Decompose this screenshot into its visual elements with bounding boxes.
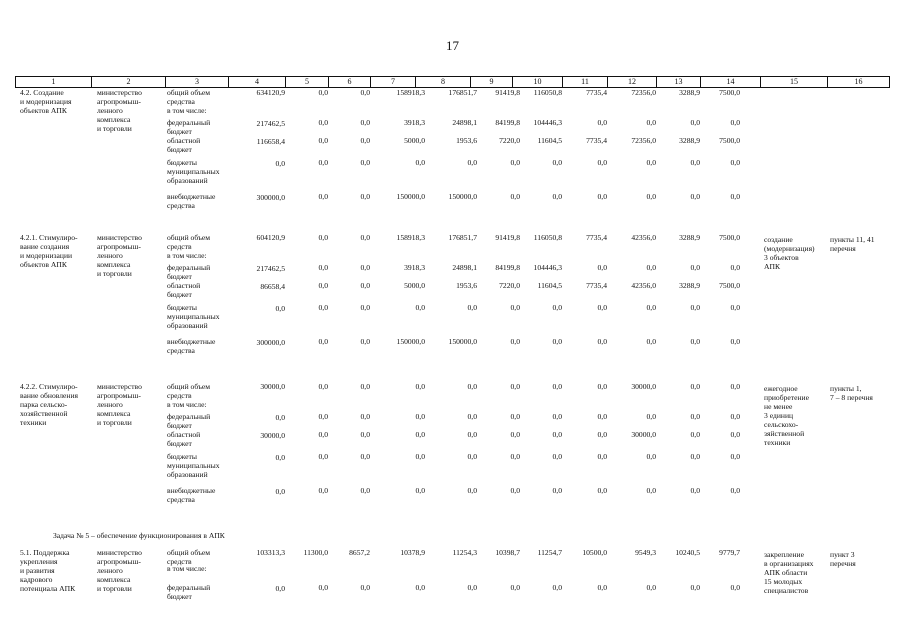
- value-cell: 0,0: [597, 303, 607, 312]
- value-cell: 0,0: [646, 412, 656, 421]
- value-cell: 0,0: [275, 159, 285, 168]
- row-label: областной бюджет: [167, 281, 201, 299]
- value-cell: 91419,8: [495, 233, 520, 242]
- value-cell: 0,0: [690, 192, 700, 201]
- value-cell: 0,0: [467, 486, 477, 495]
- column-header: 11: [562, 77, 607, 87]
- value-cell: 0,0: [318, 233, 328, 242]
- value-cell: 300000,0: [256, 338, 285, 347]
- value-cell: 9779,7: [719, 548, 740, 557]
- value-cell: 11254,3: [452, 548, 477, 557]
- row-label: общий объем средств: [167, 382, 211, 400]
- value-cell: 0,0: [318, 337, 328, 346]
- value-cell: 0,0: [552, 430, 562, 439]
- value-cell: 0,0: [318, 382, 328, 391]
- row-label: в том числе:: [167, 251, 207, 260]
- value-cell: 0,0: [510, 430, 520, 439]
- value-cell: 8657,2: [349, 548, 370, 557]
- value-cell: 1953,6: [456, 136, 477, 145]
- column-header: 6: [328, 77, 370, 87]
- value-cell: 0,0: [730, 452, 740, 461]
- column-header: 9: [470, 77, 512, 87]
- value-cell: 9549,3: [635, 548, 656, 557]
- value-cell: 0,0: [646, 303, 656, 312]
- value-cell: 0,0: [597, 263, 607, 272]
- value-cell: 0,0: [318, 486, 328, 495]
- value-cell: 42356,0: [631, 281, 656, 290]
- value-cell: 24898,1: [452, 118, 477, 127]
- value-cell: 11300,0: [303, 548, 328, 557]
- value-cell: 0,0: [730, 263, 740, 272]
- value-cell: 0,0: [690, 382, 700, 391]
- value-cell: 7735,4: [586, 281, 607, 290]
- value-cell: 0,0: [318, 303, 328, 312]
- value-cell: 0,0: [597, 382, 607, 391]
- column-header: 4: [228, 77, 285, 87]
- row-label: областной бюджет: [167, 136, 201, 154]
- value-cell: 0,0: [318, 118, 328, 127]
- value-cell: 0,0: [360, 88, 370, 97]
- value-cell: 3288,9: [679, 136, 700, 145]
- value-cell: 0,0: [690, 337, 700, 346]
- value-cell: 0,0: [318, 430, 328, 439]
- value-cell: 7220,0: [499, 136, 520, 145]
- value-cell: 0,0: [318, 88, 328, 97]
- value-cell: 150000,0: [396, 192, 425, 201]
- value-cell: 0,0: [690, 118, 700, 127]
- value-cell: 91419,8: [495, 88, 520, 97]
- value-cell: 0,0: [730, 303, 740, 312]
- row-label: федеральный бюджет: [167, 263, 211, 281]
- value-cell: 3918,3: [404, 263, 425, 272]
- value-cell: 0,0: [597, 412, 607, 421]
- value-cell: 0,0: [730, 382, 740, 391]
- value-cell: 5000,0: [404, 281, 425, 290]
- section-result: закрепление в организациях АПК области 15 молодых специалистов: [764, 550, 814, 595]
- value-cell: 3288,9: [679, 281, 700, 290]
- section-indicators: пункт 3 перечня: [830, 550, 856, 568]
- value-cell: 0,0: [318, 158, 328, 167]
- value-cell: 0,0: [415, 583, 425, 592]
- value-cell: 0,0: [360, 337, 370, 346]
- value-cell: 0,0: [275, 487, 285, 496]
- value-cell: 0,0: [690, 303, 700, 312]
- value-cell: 0,0: [597, 158, 607, 167]
- value-cell: 0,0: [510, 337, 520, 346]
- value-cell: 0,0: [510, 452, 520, 461]
- value-cell: 3288,9: [679, 88, 700, 97]
- value-cell: 0,0: [275, 413, 285, 422]
- value-cell: 116050,8: [533, 233, 562, 242]
- value-cell: 103313,3: [256, 548, 285, 557]
- value-cell: 158918,3: [396, 88, 425, 97]
- value-cell: 0,0: [690, 412, 700, 421]
- value-cell: 30000,0: [260, 431, 285, 440]
- value-cell: 0,0: [360, 412, 370, 421]
- row-label: общий объем средств: [167, 548, 211, 566]
- value-cell: 0,0: [646, 263, 656, 272]
- value-cell: 0,0: [597, 337, 607, 346]
- value-cell: 0,0: [415, 382, 425, 391]
- value-cell: 158918,3: [396, 233, 425, 242]
- value-cell: 7500,0: [719, 233, 740, 242]
- value-cell: 0,0: [510, 412, 520, 421]
- value-cell: 30000,0: [631, 382, 656, 391]
- section-executor: министерство агропромыш- ленного комплекса и торговли: [97, 233, 142, 278]
- row-label: общий объем средства: [167, 88, 211, 106]
- value-cell: 0,0: [360, 486, 370, 495]
- value-cell: 30000,0: [260, 382, 285, 391]
- section-result: создание (модернизация) 3 объектов АПК: [764, 235, 815, 271]
- value-cell: 42356,0: [631, 233, 656, 242]
- value-cell: 0,0: [318, 583, 328, 592]
- column-number-row: [15, 76, 890, 88]
- value-cell: 0,0: [275, 584, 285, 593]
- value-cell: 7735,4: [586, 136, 607, 145]
- value-cell: 0,0: [730, 430, 740, 439]
- value-cell: 0,0: [360, 430, 370, 439]
- value-cell: 0,0: [730, 158, 740, 167]
- row-label: федеральный бюджет: [167, 118, 211, 136]
- row-label: бюджеты муниципальных образований: [167, 158, 220, 185]
- value-cell: 0,0: [730, 337, 740, 346]
- value-cell: 24898,1: [452, 263, 477, 272]
- value-cell: 150000,0: [396, 337, 425, 346]
- value-cell: 0,0: [467, 452, 477, 461]
- value-cell: 0,0: [552, 337, 562, 346]
- value-cell: 104446,3: [533, 263, 562, 272]
- value-cell: 0,0: [690, 452, 700, 461]
- value-cell: 0,0: [730, 412, 740, 421]
- value-cell: 0,0: [510, 382, 520, 391]
- value-cell: 0,0: [597, 486, 607, 495]
- value-cell: 10398,7: [495, 548, 520, 557]
- value-cell: 116658,4: [256, 137, 285, 146]
- value-cell: 0,0: [360, 382, 370, 391]
- section-name: 5.1. Поддержка укрепления и развития кадрового потенциала АПК: [20, 548, 76, 593]
- value-cell: 0,0: [318, 263, 328, 272]
- row-label: внебюджетные средства: [167, 192, 216, 210]
- value-cell: 0,0: [318, 136, 328, 145]
- value-cell: 84199,8: [495, 263, 520, 272]
- value-cell: 604120,9: [256, 233, 285, 242]
- value-cell: 0,0: [552, 486, 562, 495]
- value-cell: 0,0: [510, 192, 520, 201]
- value-cell: 0,0: [415, 452, 425, 461]
- value-cell: 0,0: [552, 158, 562, 167]
- value-cell: 0,0: [510, 303, 520, 312]
- value-cell: 7735,4: [586, 88, 607, 97]
- row-label: в том числе:: [167, 106, 207, 115]
- value-cell: 0,0: [415, 486, 425, 495]
- value-cell: 0,0: [552, 382, 562, 391]
- value-cell: 0,0: [360, 192, 370, 201]
- section-name: 4.2. Создание и модернизация объектов АПК: [20, 88, 72, 115]
- value-cell: 0,0: [690, 158, 700, 167]
- column-header: 15: [760, 77, 827, 87]
- value-cell: 0,0: [646, 192, 656, 201]
- value-cell: 0,0: [467, 303, 477, 312]
- value-cell: 3918,3: [404, 118, 425, 127]
- value-cell: 150000,0: [448, 337, 477, 346]
- column-header: 10: [512, 77, 562, 87]
- value-cell: 0,0: [552, 452, 562, 461]
- value-cell: 11254,7: [537, 548, 562, 557]
- value-cell: 0,0: [360, 158, 370, 167]
- value-cell: 104446,3: [533, 118, 562, 127]
- value-cell: 0,0: [467, 382, 477, 391]
- value-cell: 0,0: [510, 583, 520, 592]
- row-label: внебюджетные средства: [167, 337, 216, 355]
- value-cell: 0,0: [415, 412, 425, 421]
- value-cell: 86658,4: [260, 282, 285, 291]
- value-cell: 5000,0: [404, 136, 425, 145]
- value-cell: 0,0: [318, 412, 328, 421]
- column-header: 16: [827, 77, 890, 87]
- value-cell: 0,0: [360, 583, 370, 592]
- value-cell: 0,0: [552, 583, 562, 592]
- value-cell: 7500,0: [719, 136, 740, 145]
- section-name: 4.2.2. Стимулиро- вание обновления парка сельско- хозяйственной техники: [20, 382, 79, 427]
- row-label: в том числе:: [167, 400, 207, 409]
- section-executor: министерство агропромыш- ленного комплекса и торговли: [97, 548, 142, 593]
- value-cell: 0,0: [318, 452, 328, 461]
- value-cell: 0,0: [597, 583, 607, 592]
- value-cell: 0,0: [275, 304, 285, 313]
- value-cell: 0,0: [360, 303, 370, 312]
- value-cell: 0,0: [730, 118, 740, 127]
- value-cell: 0,0: [415, 303, 425, 312]
- column-header: 13: [656, 77, 700, 87]
- value-cell: 0,0: [510, 158, 520, 167]
- row-label: федеральный бюджет: [167, 583, 211, 601]
- value-cell: 72356,0: [631, 88, 656, 97]
- value-cell: 0,0: [690, 263, 700, 272]
- page-number: 17: [446, 38, 459, 53]
- column-header: 1: [15, 77, 91, 87]
- section-indicators: пункты 1, 7 – 8 перечня: [830, 384, 873, 402]
- row-label: бюджеты муниципальных образований: [167, 303, 220, 330]
- value-cell: 0,0: [730, 486, 740, 495]
- value-cell: 7500,0: [719, 281, 740, 290]
- value-cell: 0,0: [552, 192, 562, 201]
- row-label: областной бюджет: [167, 430, 201, 448]
- value-cell: 300000,0: [256, 193, 285, 202]
- value-cell: 0,0: [552, 303, 562, 312]
- value-cell: 0,0: [510, 486, 520, 495]
- value-cell: 0,0: [467, 158, 477, 167]
- column-header: 2: [91, 77, 165, 87]
- value-cell: 11604,5: [537, 281, 562, 290]
- value-cell: 634120,9: [256, 88, 285, 97]
- value-cell: 1953,6: [456, 281, 477, 290]
- value-cell: 176851,7: [448, 88, 477, 97]
- value-cell: 0,0: [597, 430, 607, 439]
- value-cell: 116050,8: [533, 88, 562, 97]
- value-cell: 0,0: [318, 192, 328, 201]
- section-name: 4.2.1. Стимулиро- вание создания и модернизации объектов АПК: [20, 233, 78, 269]
- value-cell: 0,0: [467, 583, 477, 592]
- value-cell: 0,0: [646, 486, 656, 495]
- column-header: 14: [700, 77, 760, 87]
- value-cell: 0,0: [360, 136, 370, 145]
- value-cell: 0,0: [730, 583, 740, 592]
- value-cell: 0,0: [415, 430, 425, 439]
- value-cell: 0,0: [597, 192, 607, 201]
- column-header: 12: [607, 77, 656, 87]
- section-executor: министерство агропромыш- ленного комплекса и торговли: [97, 88, 142, 133]
- value-cell: 0,0: [360, 281, 370, 290]
- value-cell: 0,0: [690, 486, 700, 495]
- value-cell: 0,0: [730, 192, 740, 201]
- value-cell: 0,0: [360, 118, 370, 127]
- value-cell: 30000,0: [631, 430, 656, 439]
- value-cell: 0,0: [646, 583, 656, 592]
- value-cell: 0,0: [646, 337, 656, 346]
- value-cell: 7500,0: [719, 88, 740, 97]
- value-cell: 10500,0: [582, 548, 607, 557]
- row-label: общий объем средств: [167, 233, 211, 251]
- value-cell: 0,0: [690, 583, 700, 592]
- column-header: 5: [285, 77, 328, 87]
- value-cell: 176851,7: [448, 233, 477, 242]
- value-cell: 0,0: [467, 430, 477, 439]
- value-cell: 0,0: [360, 233, 370, 242]
- row-label: в том числе:: [167, 564, 207, 573]
- value-cell: 0,0: [275, 453, 285, 462]
- value-cell: 217462,5: [256, 119, 285, 128]
- value-cell: 217462,5: [256, 264, 285, 273]
- value-cell: 0,0: [415, 158, 425, 167]
- value-cell: 3288,9: [679, 233, 700, 242]
- value-cell: 0,0: [552, 412, 562, 421]
- task-heading: Задача № 5 – обеспечение функционирования в АПК: [53, 531, 225, 540]
- value-cell: 0,0: [467, 412, 477, 421]
- row-label: бюджеты муниципальных образований: [167, 452, 220, 479]
- column-header: 7: [370, 77, 415, 87]
- value-cell: 11604,5: [537, 136, 562, 145]
- value-cell: 0,0: [318, 281, 328, 290]
- row-label: федеральный бюджет: [167, 412, 211, 430]
- value-cell: 7220,0: [499, 281, 520, 290]
- section-executor: министерство агропромыш- ленного комплекса и торговли: [97, 382, 142, 427]
- value-cell: 0,0: [690, 430, 700, 439]
- value-cell: 0,0: [646, 118, 656, 127]
- section-result: ежегодное приобретение не менее 3 единиц сельскохо- зяйственной техники: [764, 384, 809, 447]
- value-cell: 150000,0: [448, 192, 477, 201]
- value-cell: 0,0: [646, 452, 656, 461]
- column-header: 3: [165, 77, 228, 87]
- value-cell: 84199,8: [495, 118, 520, 127]
- row-label: внебюджетные средства: [167, 486, 216, 504]
- column-header: 8: [415, 77, 470, 87]
- value-cell: 0,0: [360, 452, 370, 461]
- value-cell: 0,0: [597, 452, 607, 461]
- value-cell: 72356,0: [631, 136, 656, 145]
- value-cell: 0,0: [646, 158, 656, 167]
- value-cell: 0,0: [597, 118, 607, 127]
- value-cell: 10240,5: [675, 548, 700, 557]
- value-cell: 0,0: [360, 263, 370, 272]
- value-cell: 7735,4: [586, 233, 607, 242]
- section-indicators: пункты 11, 41 перечня: [830, 235, 875, 253]
- value-cell: 10378,9: [400, 548, 425, 557]
